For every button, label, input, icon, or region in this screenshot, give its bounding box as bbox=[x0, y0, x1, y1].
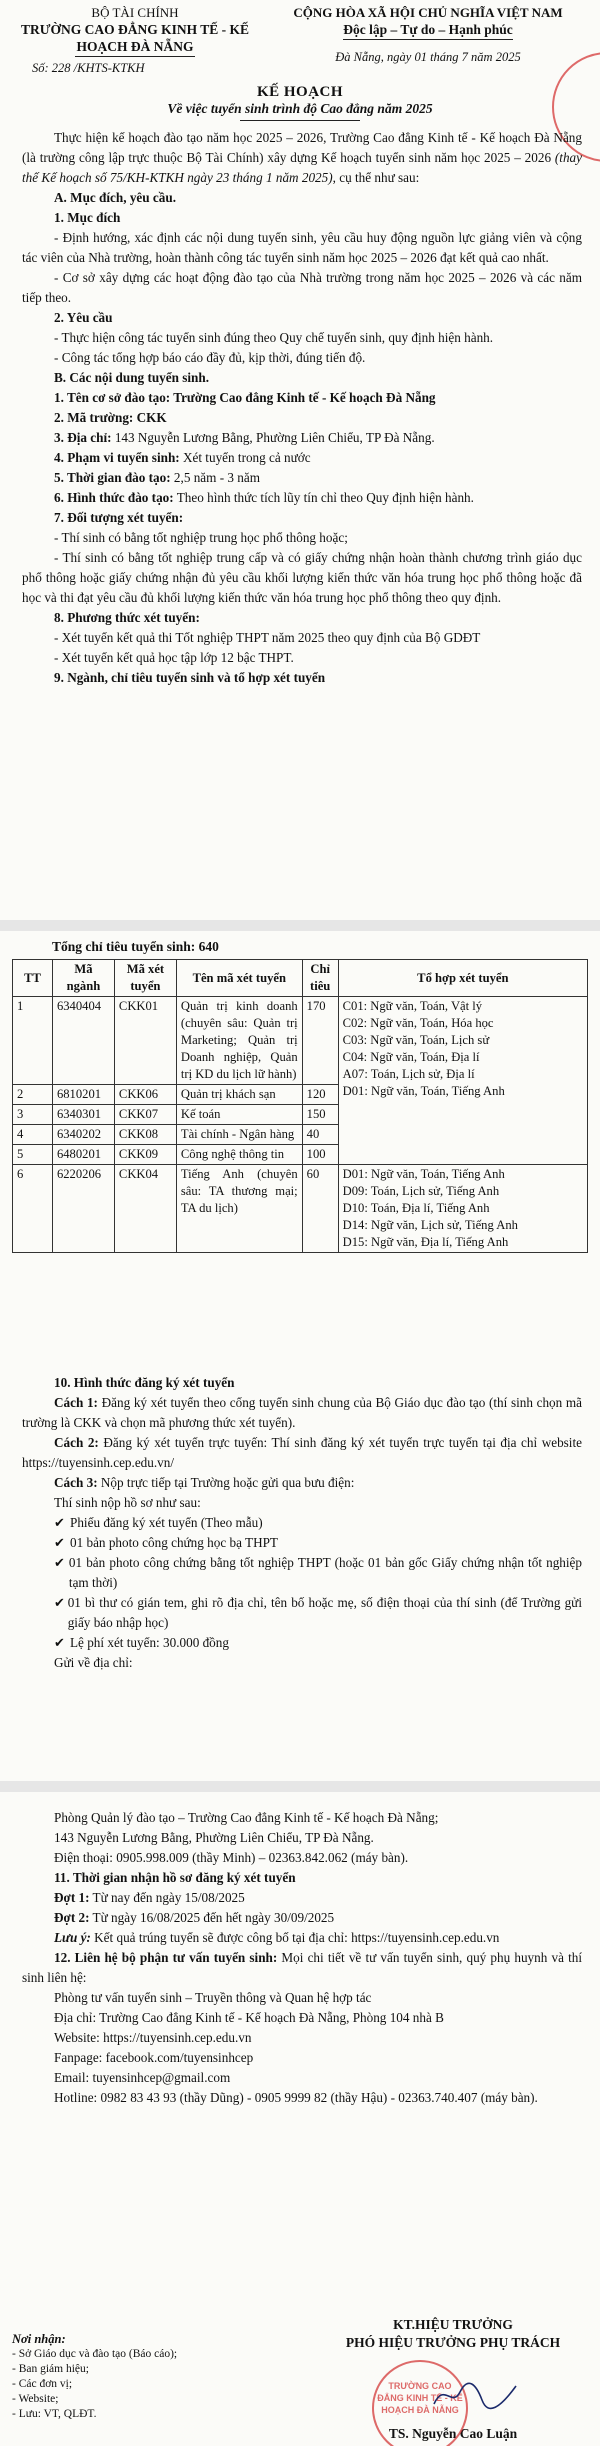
row-admission-code: CKK06 bbox=[114, 1085, 176, 1105]
list-item bbox=[22, 1593, 582, 1633]
row-quota: 150 bbox=[302, 1105, 338, 1125]
contact-intro: Mọi chi tiết về tư vấn tuyển sinh, quý phụ huynh và thí sinh liên hệ: bbox=[22, 1950, 583, 1985]
requirement-item-2: - Công tác tổng hợp báo cáo đầy đủ, kịp thời, đúng tiến độ. bbox=[54, 350, 366, 365]
institution-name: 1. Tên cơ sở đào tạo: Trường Cao đẳng Kinh tế - Kế hoạch Đà Nẵng bbox=[54, 390, 436, 405]
col-tt: TT bbox=[13, 960, 53, 997]
row-tt: 6 bbox=[13, 1165, 53, 1253]
intro-end: , cụ thể như sau: bbox=[332, 170, 420, 185]
table-row bbox=[13, 1165, 588, 1253]
method-3-text: Nộp trực tiếp tại Trường hoặc gửi qua bưu điện: bbox=[97, 1475, 355, 1490]
programs-heading: 9. Ngành, chỉ tiêu tuyển sinh và tổ hợp xét tuyển bbox=[54, 670, 326, 685]
method-1-label: Cách 1: bbox=[54, 1395, 98, 1410]
row-quota: 170 bbox=[302, 997, 338, 1085]
official-stamp: TRƯỜNG CAO ĐẲNG KINH TẾ - KẾ HOẠCH ĐÀ NẴNG bbox=[372, 2360, 468, 2446]
round-1-label: Đợt 1: bbox=[54, 1890, 90, 1905]
document-title bbox=[0, 84, 600, 121]
row-program-name: Quản trị kinh doanh (chuyên sâu: Quản trị Marketing; Quản trị Doanh nghiệp, Quản trị KD du lịch lữ hành) bbox=[176, 997, 302, 1085]
admission-table bbox=[12, 959, 588, 1253]
contact-hotline: Hotline: 0982 83 43 93 (thầy Dũng) - 0905 9999 82 (thầy Hậu) - 02363.740.407 (máy bàn). bbox=[54, 2090, 538, 2105]
document-page-1 bbox=[0, 0, 600, 920]
office-address: 143 Nguyễn Lương Bằng, Phường Liên Chiểu, TP Đà Nẵng. bbox=[54, 1830, 374, 1845]
docs-intro: Thí sinh nộp hồ sơ như sau: bbox=[54, 1495, 201, 1510]
method-item-1: - Xét tuyển kết quả thi Tốt nghiệp THPT năm 2025 theo quy định của Bộ GDĐT bbox=[54, 630, 481, 645]
row-tt: 4 bbox=[13, 1125, 53, 1145]
section-b-heading: B. Các nội dung tuyển sinh. bbox=[54, 370, 210, 385]
address-item bbox=[22, 428, 582, 448]
ministry-name: BỘ TÀI CHÍNH bbox=[91, 5, 179, 20]
round-2-text: Từ ngày 16/08/2025 đến hết ngày 30/09/2025 bbox=[89, 1910, 335, 1925]
list-item bbox=[22, 1633, 582, 1653]
issuer-underline bbox=[75, 56, 195, 57]
col-admission-code: Mã xét tuyển bbox=[114, 960, 176, 997]
section-a-heading: A. Mục đích, yêu cầu. bbox=[54, 190, 176, 205]
signer-kt: KT.HIỆU TRƯỞNG bbox=[393, 2317, 513, 2332]
recipient-item: - Ban giám hiệu; bbox=[12, 2363, 89, 2375]
doc-text: Phiếu đăng ký xét tuyển (Theo mẫu) bbox=[70, 1515, 263, 1530]
registration-heading: 10. Hình thức đăng ký xét tuyển bbox=[54, 1375, 235, 1390]
country-name: CỘNG HÒA XÃ HỘI CHỦ NGHĨA VIỆT NAM bbox=[293, 5, 563, 20]
row-combinations: D01: Ngữ văn, Toán, Tiếng Anh D09: Toán, Lịch sử, Tiếng Anh D10: Toán, Địa lí, Tiếng Anh D14: Ngữ văn, Lịch sử, Tiếng Anh D15: Ngữ văn, Địa lí, Tiếng Anh bbox=[338, 1165, 587, 1253]
round-2 bbox=[22, 1908, 582, 1928]
send-to: Gửi về địa chỉ: bbox=[54, 1655, 133, 1670]
eligibility-item-1: - Thí sinh có bằng tốt nghiệp trung học phổ thông hoặc; bbox=[54, 530, 348, 545]
row-admission-code: CKK08 bbox=[114, 1125, 176, 1145]
method-1-text: Đăng ký xét tuyển theo cổng tuyển sinh chung của Bộ Giáo dục đào tạo (thí sinh chọn mã trường là CKK và chọn mã phương thức xét tuyển). bbox=[22, 1395, 582, 1430]
intro-text: Thực hiện kế hoạch đào tạo năm học 2025 – 2026, Trường Cao đẳng Kinh tế - Kế hoạch Đà Nẵng (là trường công lập trực thuộc Bộ Tài Chính) xây dựng Kế hoạch tuyển sinh năm học 2025 – 2026 bbox=[22, 130, 582, 165]
mode-value: Theo hình thức tích lũy tín chỉ theo Quy định hiện hành. bbox=[173, 490, 474, 505]
method-item-2: - Xét tuyển kết quả học tập lớp 12 bậc THPT. bbox=[54, 650, 294, 665]
duration-label: 5. Thời gian đào tạo: bbox=[54, 470, 171, 485]
school-name: TRƯỜNG CAO ĐẲNG KINH TẾ - KẾ HOẠCH ĐÀ NẴNG bbox=[20, 22, 250, 54]
purpose-item-1: - Định hướng, xác định các nội dung tuyển sinh, yêu cầu huy động nguồn lực giảng viên và cộng tác viên của Nhà trường, hoàn thành công tác tuyển sinh năm học 2025 – 2026 đạt kết quả cao nhất. bbox=[22, 230, 582, 265]
document-page-2 bbox=[0, 931, 600, 1781]
note-label: Lưu ý: bbox=[54, 1930, 91, 1945]
row-program-name: Công nghệ thông tin bbox=[176, 1145, 302, 1165]
recipient-item: - Các đơn vị; bbox=[12, 2378, 73, 2390]
document-header bbox=[0, 4, 600, 84]
recipient-item: - Lưu: VT, QLĐT. bbox=[12, 2408, 97, 2420]
round-2-label: Đợt 2: bbox=[54, 1910, 90, 1925]
national-motto: Độc lập – Tự do – Hạnh phúc bbox=[343, 22, 513, 37]
signer-name: TS. Nguyễn Cao Luận bbox=[388, 2426, 518, 2441]
row-major-code: 6220206 bbox=[52, 1165, 114, 1253]
motto-underline bbox=[343, 39, 513, 40]
col-quota: Chỉ tiêu bbox=[302, 960, 338, 997]
method-3 bbox=[22, 1473, 582, 1493]
method-heading: 8. Phương thức xét tuyển: bbox=[54, 610, 200, 625]
row-program-name: Kế toán bbox=[176, 1105, 302, 1125]
recipients-title: Nơi nhận: bbox=[12, 2332, 66, 2346]
contact-paragraph bbox=[22, 1948, 582, 1988]
row-admission-code: CKK07 bbox=[114, 1105, 176, 1125]
note-text: Kết quả trúng tuyển sẽ được công bố tại địa chỉ: https://tuyensinh.cep.edu.vn bbox=[90, 1930, 500, 1945]
row-program-name: Quản trị khách sạn bbox=[176, 1085, 302, 1105]
recipient-item: - Sở Giáo dục và đào tạo (Báo cáo); bbox=[12, 2348, 178, 2360]
checkmark-icon: ✔ bbox=[54, 1535, 65, 1550]
contact-dept: Phòng tư vấn tuyển sinh – Truyền thông và Quan hệ hợp tác bbox=[54, 1990, 372, 2005]
intro-paragraph bbox=[22, 128, 582, 188]
row-major-code: 6810201 bbox=[52, 1085, 114, 1105]
method-2-label: Cách 2: bbox=[54, 1435, 99, 1450]
requirement-heading: 2. Yêu cầu bbox=[54, 310, 113, 325]
table-header-row bbox=[13, 960, 588, 997]
row-tt: 2 bbox=[13, 1085, 53, 1105]
issuer-block bbox=[10, 4, 260, 76]
method-3-label: Cách 3: bbox=[54, 1475, 98, 1490]
address-value: 143 Nguyễn Lương Bằng, Phường Liên Chiểu, TP Đà Nẵng. bbox=[111, 430, 435, 445]
method-2 bbox=[22, 1433, 582, 1473]
row-tt: 5 bbox=[13, 1145, 53, 1165]
mode-item bbox=[22, 488, 582, 508]
row-quota: 120 bbox=[302, 1085, 338, 1105]
duration-item bbox=[22, 468, 582, 488]
col-combinations: Tổ hợp xét tuyển bbox=[338, 960, 587, 997]
doc-text: Lệ phí xét tuyển: 30.000 đồng bbox=[70, 1635, 229, 1650]
contact-address: Địa chỉ: Trường Cao đẳng Kinh tế - Kế hoạch Đà Nẵng, Phòng 104 nhà B bbox=[54, 2010, 444, 2025]
total-quota: Tổng chỉ tiêu tuyển sinh: 640 bbox=[52, 939, 219, 954]
round-1-text: Từ nay đến ngày 15/08/2025 bbox=[89, 1890, 245, 1905]
row-tt: 3 bbox=[13, 1105, 53, 1125]
row-major-code: 6340301 bbox=[52, 1105, 114, 1125]
page1-body bbox=[22, 128, 582, 688]
document-page-3 bbox=[0, 1792, 600, 2446]
col-major-code: Mã ngành bbox=[52, 960, 114, 997]
contact-fanpage: Fanpage: facebook.com/tuyensinhcep bbox=[54, 2050, 254, 2065]
office-name: Phòng Quản lý đào tạo – Trường Cao đẳng Kinh tế - Kế hoạch Đà Nẵng; bbox=[54, 1810, 439, 1825]
duration-value: 2,5 năm - 3 năm bbox=[170, 470, 260, 485]
checkmark-icon: ✔ bbox=[54, 1635, 65, 1650]
list-item bbox=[22, 1553, 582, 1593]
purpose-heading: 1. Mục đích bbox=[54, 210, 121, 225]
doc-text: 01 bì thư có gián tem, ghi rõ địa chỉ, tên bố hoặc mẹ, số điện thoại của thí sinh (để Trường gửi giấy báo nhập học) bbox=[67, 1595, 582, 1630]
row-major-code: 6340202 bbox=[52, 1125, 114, 1145]
national-block bbox=[262, 4, 594, 65]
signer-role: PHÓ HIỆU TRƯỞNG PHỤ TRÁCH bbox=[345, 2335, 561, 2350]
eligibility-heading: 7. Đối tượng xét tuyển: bbox=[54, 510, 184, 525]
contact-website: Website: https://tuyensinh.cep.edu.vn bbox=[54, 2030, 252, 2045]
row-major-code: 6340404 bbox=[52, 997, 114, 1085]
row-admission-code: CKK04 bbox=[114, 1165, 176, 1253]
checkmark-icon: ✔ bbox=[54, 1595, 65, 1610]
col-program-name: Tên mã xét tuyển bbox=[176, 960, 302, 997]
title-subtitle: Về việc tuyển sinh trình độ Cao đẳng năm 2025 bbox=[167, 101, 433, 116]
doc-text: 01 bản photo công chứng bằng tốt nghiệp THPT (hoặc 01 bản gốc Giấy chứng nhận tốt nghiệp tạm thời) bbox=[68, 1555, 582, 1590]
list-item bbox=[22, 1513, 582, 1533]
recipients-block bbox=[12, 2332, 177, 2422]
school-code: 2. Mã trường: CKK bbox=[54, 410, 167, 425]
mode-label: 6. Hình thức đào tạo: bbox=[54, 490, 174, 505]
checkmark-icon: ✔ bbox=[54, 1515, 65, 1530]
row-program-name: Tiếng Anh (chuyên sâu: TA thương mại; TA du lịch) bbox=[176, 1165, 302, 1253]
list-item bbox=[22, 1533, 582, 1553]
recipient-item: - Website; bbox=[12, 2393, 59, 2405]
method-1 bbox=[22, 1393, 582, 1433]
purpose-item-2: - Cơ sở xây dựng các hoạt động đào tạo của Nhà trường trong năm học 2025 – 2026 và các năm tiếp theo. bbox=[22, 270, 582, 305]
table-row bbox=[13, 997, 588, 1085]
eligibility-item-2: - Thí sinh có bằng tốt nghiệp trung cấp và có giấy chứng nhận hoàn thành chương trình giáo dục phổ thông hoặc giấy chứng nhận đủ yêu cầu khối lượng kiến thức văn hóa trung học phổ thông hoặc đã học và thi đạt yêu cầu đủ khối lượng kiến thức văn hóa trung học phổ thông theo quy định. bbox=[22, 550, 582, 605]
method-2-text: Đăng ký xét tuyển trực tuyến: Thí sinh đăng ký xét tuyển trực tuyến tại địa chỉ website https://tuyensinh.cep.edu.vn/ bbox=[22, 1435, 582, 1470]
handwritten-signature bbox=[430, 2378, 520, 2412]
scope-item bbox=[22, 448, 582, 468]
checkmark-icon: ✔ bbox=[54, 1555, 65, 1570]
row-combinations: C01: Ngữ văn, Toán, Vật lý C02: Ngữ văn, Toán, Hóa học C03: Ngữ văn, Toán, Lịch sử C04: Ngữ văn, Toán, Địa lí A07: Toán, Lịch sử, Địa lí D01: Ngữ văn, Toán, Tiếng Anh bbox=[338, 997, 587, 1165]
result-note bbox=[22, 1928, 582, 1948]
page3-body bbox=[22, 1808, 582, 2108]
round-1 bbox=[22, 1888, 582, 1908]
row-quota: 100 bbox=[302, 1145, 338, 1165]
address-label: 3. Địa chỉ: bbox=[54, 430, 112, 445]
doc-text: 01 bản photo công chứng học bạ THPT bbox=[70, 1535, 278, 1550]
scope-label: 4. Phạm vi tuyển sinh: bbox=[54, 450, 180, 465]
title-main: KẾ HOẠCH bbox=[256, 84, 344, 100]
row-quota: 60 bbox=[302, 1165, 338, 1253]
row-program-name: Tài chính - Ngân hàng bbox=[176, 1125, 302, 1145]
intro-replacement-note: (thay thế Kế hoạch số 75/KH-KTKH ngày 23 tháng 1 năm 2025) bbox=[22, 150, 582, 185]
scope-value: Xét tuyển trong cả nước bbox=[179, 450, 311, 465]
date-line: Đà Nẵng, ngày 01 tháng 7 năm 2025 bbox=[335, 50, 521, 64]
timeline-heading: 11. Thời gian nhận hồ sơ đăng ký xét tuyển bbox=[54, 1870, 296, 1885]
office-phone: Điện thoại: 0905.998.009 (thầy Minh) – 02363.842.062 (máy bàn). bbox=[54, 1850, 409, 1865]
contact-heading: 12. Liên hệ bộ phận tư vấn tuyển sinh: bbox=[54, 1950, 278, 1965]
row-quota: 40 bbox=[302, 1125, 338, 1145]
row-major-code: 6480201 bbox=[52, 1145, 114, 1165]
row-admission-code: CKK01 bbox=[114, 997, 176, 1085]
title-underline bbox=[240, 120, 360, 121]
contact-email: Email: tuyensinhcep@gmail.com bbox=[54, 2070, 231, 2085]
requirement-item-1: - Thực hiện công tác tuyển sinh đúng theo Quy chế tuyển sinh, quy định hiện hành. bbox=[54, 330, 494, 345]
document-number: Số: 228 /KHTS-KTKH bbox=[32, 61, 145, 75]
registration-section bbox=[22, 1373, 582, 1673]
row-admission-code: CKK09 bbox=[114, 1145, 176, 1165]
row-tt: 1 bbox=[13, 997, 53, 1085]
